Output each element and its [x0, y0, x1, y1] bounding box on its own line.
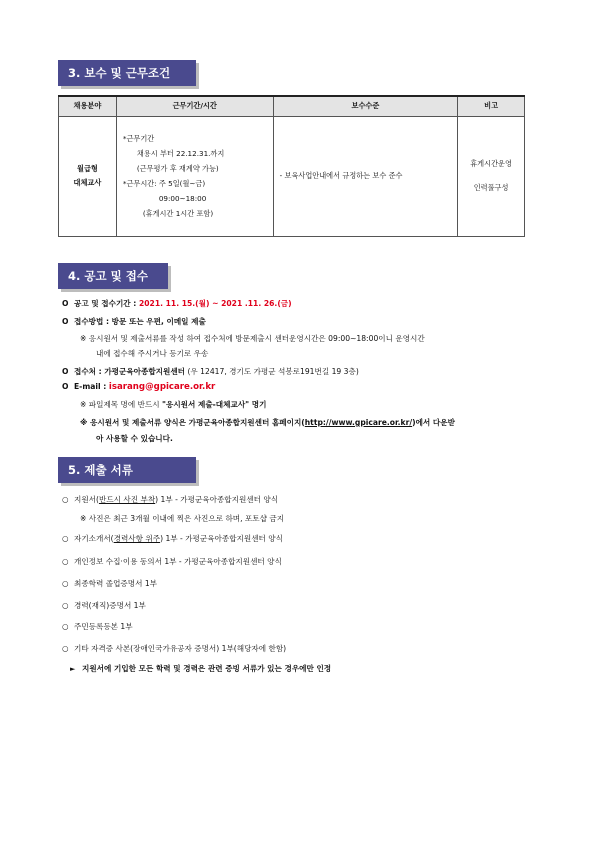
- period-line: O 공고 및 접수기간 : 2021. 11. 15.(월) ~ 2021 .11. 26.(금): [62, 299, 292, 308]
- bullet-icon: O: [62, 382, 69, 391]
- cell-pay: - 보육사업안내에서 규정하는 보수 준수: [273, 116, 458, 236]
- doc-item-resident-register: ○ 주민등록등본 1부: [62, 622, 133, 631]
- section-5-title: 5. 제출 서류: [68, 463, 133, 477]
- doc-item-certificates: ○ 기타 자격증 사본(장애인국가유공자 증명서) 1부(해당자에 한함): [62, 644, 287, 653]
- final-note: ► 지원서에 기입한 모든 학력 및 경력은 관련 증빙 서류가 있는 경우에만 인정: [70, 664, 332, 673]
- section-3-header: [58, 60, 196, 86]
- bullet-icon: O: [62, 299, 69, 308]
- doc-item-photo-note: ※ 사진은 최근 3개월 이내에 찍은 사진으로 하며, 포토샵 금지: [80, 514, 285, 523]
- doc-item-cover-letter: ○ 자기소개서(경력사항 위주) 1부 - 가평군육아종합지원센터 양식: [62, 534, 283, 543]
- doc-item-application: ○ 지원서(반드시 사진 부착) 1부 - 가평군육아종합지원센터 양식: [62, 495, 279, 504]
- arrow-icon: ►: [70, 665, 76, 673]
- section-5-header: [58, 457, 196, 483]
- header-period: 근무기간/시간: [116, 96, 273, 116]
- cell-category: 월급형 대체교사: [59, 116, 117, 236]
- bullet-icon: ○: [62, 644, 69, 653]
- bullet-icon: ○: [62, 557, 69, 566]
- period-value: 2021. 11. 15.(월) ~ 2021 .11. 26.(금): [138, 299, 292, 308]
- bullet-icon: ○: [62, 495, 69, 504]
- bullet-icon: ○: [62, 601, 69, 610]
- form-note-line1: ※ 응시원서 및 제출서류 양식은 가평군육아종합지원센터 홈페이지(http://www.gpicare.or.kr/)에서 다운받: [80, 418, 455, 427]
- doc-item-graduation: ○ 최종학력 졸업증명서 1부: [62, 579, 158, 588]
- header-pay: 보수수준: [273, 96, 458, 116]
- bullet-icon: ○: [62, 534, 69, 543]
- homepage-link[interactable]: http://www.gpicare.or.kr/: [304, 418, 413, 427]
- bullet-icon: O: [62, 317, 69, 326]
- email-line: O E-mail : isarang@gpicare.or.kr: [62, 382, 216, 392]
- place-line: O 접수처 : 가평군육아종합지원센터 (우 12417, 경기도 가평군 석봉로191번길 19 3층): [62, 367, 359, 376]
- section-4-header: [58, 263, 168, 289]
- bullet-icon: ○: [62, 579, 69, 588]
- table-header-row: [59, 96, 525, 116]
- form-note-line2: 아 사용할 수 있습니다.: [96, 434, 173, 443]
- section-4-title: 4. 공고 및 접수: [68, 269, 148, 283]
- bullet-icon: ○: [62, 622, 69, 631]
- email-note: ※ 파일제목 명에 반드시 "응시원서 제출-대체교사" 명기: [80, 400, 267, 409]
- header-note: 비고: [458, 96, 525, 116]
- section-3-title: 3. 보수 및 근무조건: [68, 66, 171, 80]
- method-line: O 접수방법 : 방문 또는 우편, 이메일 제출: [62, 317, 206, 326]
- cell-note: 휴게시간운영 인력풀구성: [458, 116, 525, 236]
- method-note-2: 내에 접수해 주시거나 등기로 우송: [96, 349, 209, 358]
- header-field: 채용분야: [59, 96, 117, 116]
- method-note-1: ※ 응시원서 및 제출서류를 작성 하여 접수처에 방문제출시 센터운영시간은 09:00~18:00이니 운영시간: [80, 334, 425, 343]
- doc-item-career: ○ 경력(재직)증명서 1부: [62, 601, 146, 610]
- doc-item-privacy-consent: ○ 개인정보 수집·이용 동의서 1부 - 가평군육아종합지원센터 양식: [62, 557, 282, 566]
- bullet-icon: O: [62, 367, 69, 376]
- email-link[interactable]: isarang@gpicare.or.kr: [108, 382, 216, 392]
- table-row: [59, 116, 525, 236]
- cell-hours: *근무기간 채용시 부터 22.12.31.까지 (근무평가 후 재계약 가능) *근무시간: 주 5일(월~금) 09:00~18:00 (휴게시간 1시간 포함): [116, 116, 273, 236]
- working-conditions-table: [58, 95, 525, 237]
